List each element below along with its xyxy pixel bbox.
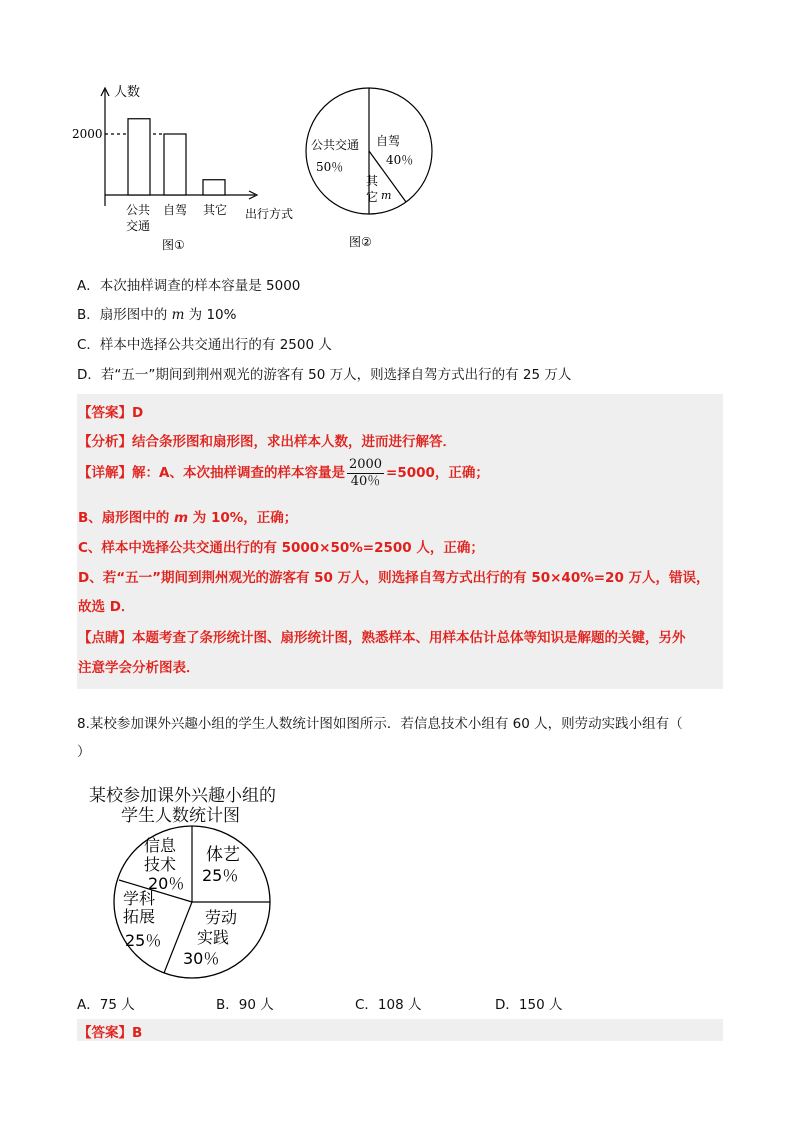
- detail-line: [78, 455, 489, 491]
- bar-chart-figure: [70, 78, 310, 258]
- q8-chart-title-1: 某校参加课外兴趣小组的: [89, 786, 276, 806]
- detail-post: =5000，正确；: [386, 465, 489, 481]
- q8-slice-academic-pct: 25％: [125, 931, 162, 950]
- q8-answer-label: 【答案】B: [78, 1025, 143, 1041]
- q8-slice-arts: 体艺: [206, 845, 240, 865]
- category-label-public-1: 公共: [126, 203, 151, 217]
- option-b-post: 为 10%: [184, 307, 237, 323]
- bar-public-transport: [128, 119, 150, 195]
- slice-label-self-drive: 自驾: [376, 134, 401, 148]
- q8-chart-title-2: 学生人数统计图: [121, 806, 240, 826]
- option-b-var: m: [171, 307, 185, 323]
- q8-slice-academic-2: 拓展: [123, 907, 156, 926]
- category-label-self-drive: 自驾: [163, 203, 188, 217]
- option-c: C．样本中选择公共交通出行的有 2500 人: [77, 337, 332, 353]
- q8-stem-line-1: 8.某校参加课外兴趣小组的学生人数统计图如图所示．若信息技术小组有 60 人，则劳动实践小组有（: [77, 716, 683, 732]
- q8-choice-c: C．108 人: [355, 997, 422, 1013]
- q8-pie-chart: [110, 822, 280, 984]
- q8-stem-line-2: ）: [77, 744, 91, 760]
- fraction: [347, 457, 384, 490]
- figure1-caption: 图①: [162, 238, 185, 252]
- x-axis-label: 出行方式: [245, 207, 294, 221]
- category-label-public-2: 交通: [126, 219, 151, 233]
- q8-choice-d: D．150 人: [495, 997, 563, 1013]
- detail-b-pre: B、扇形图中的: [78, 510, 174, 526]
- q8-slice-it-pct: 20％: [148, 874, 185, 893]
- comment-line-1: 【点睛】本题考查了条形统计图、扇形统计图，熟悉样本、用样本估计总体等知识是解题的关键，另外: [78, 630, 686, 646]
- option-b: [77, 305, 236, 325]
- detail-b-var: m: [174, 510, 189, 526]
- bar-self-drive: [164, 134, 186, 195]
- detail-c: C、样本中选择公共交通出行的有 5000×50%=2500 人，正确；: [78, 540, 484, 556]
- slice-pct-self-drive: 40％: [386, 153, 414, 167]
- q8-slice-labor-1: 劳动: [205, 908, 238, 927]
- slice-label-other-1: 其: [366, 174, 379, 188]
- comment-line-2: 注意学会分析图表．: [78, 660, 200, 676]
- q8-slice-labor-pct: 30％: [183, 949, 220, 968]
- q8-slice-academic-1: 学科: [123, 889, 156, 908]
- q8-choice-a: A．75 人: [77, 997, 135, 1013]
- y-axis-label: 人数: [114, 85, 141, 100]
- pie-chart-figure: [302, 82, 452, 262]
- option-a: A．本次抽样调查的样本容量是 5000: [77, 278, 301, 294]
- category-label-other: 其它: [203, 203, 228, 217]
- q8-answer-box: [77, 1019, 723, 1041]
- fraction-numerator: 2000: [348, 456, 383, 472]
- slice-pct-other: m: [381, 189, 392, 202]
- slice-pct-public: 50％: [316, 160, 344, 174]
- detail-d-conclusion: 故选 D．: [78, 599, 135, 615]
- option-d: D．若“五一”期间到荆州观光的游客有 50 万人，则选择自驾方式出行的有 25 万人: [77, 367, 572, 383]
- detail-b: [78, 506, 297, 526]
- bar-other: [203, 180, 225, 195]
- slice-label-other-2: 它: [366, 190, 379, 204]
- q8-slice-it-2: 技术: [144, 855, 177, 874]
- answer-label: 【答案】D: [78, 405, 144, 421]
- q8-choice-b: B．90 人: [216, 997, 274, 1013]
- q8-slice-labor-2: 实践: [197, 928, 230, 947]
- q8-slice-arts-pct: 25％: [202, 866, 239, 885]
- detail-b-post: 为 10%，正确；: [188, 510, 298, 526]
- q8-slice-it-1: 信息: [144, 836, 177, 855]
- figure2-caption: 图②: [349, 235, 372, 249]
- fraction-denominator: 40％: [350, 473, 381, 489]
- y-tick-2000: 2000: [72, 127, 103, 141]
- option-b-pre: B．扇形图中的: [77, 307, 172, 323]
- slice-label-public: 公共交通: [311, 138, 360, 152]
- detail-d: D、若“五一”期间到荆州观光的游客有 50 万人，则选择自驾方式出行的有 50×40%=20 万人，错误，: [78, 570, 710, 586]
- analysis-text: 【分析】结合条形图和扇形图，求出样本人数，进而进行解答．: [78, 434, 456, 450]
- detail-pre: 【详解】解：A、本次抽样调查的样本容量是: [78, 465, 345, 481]
